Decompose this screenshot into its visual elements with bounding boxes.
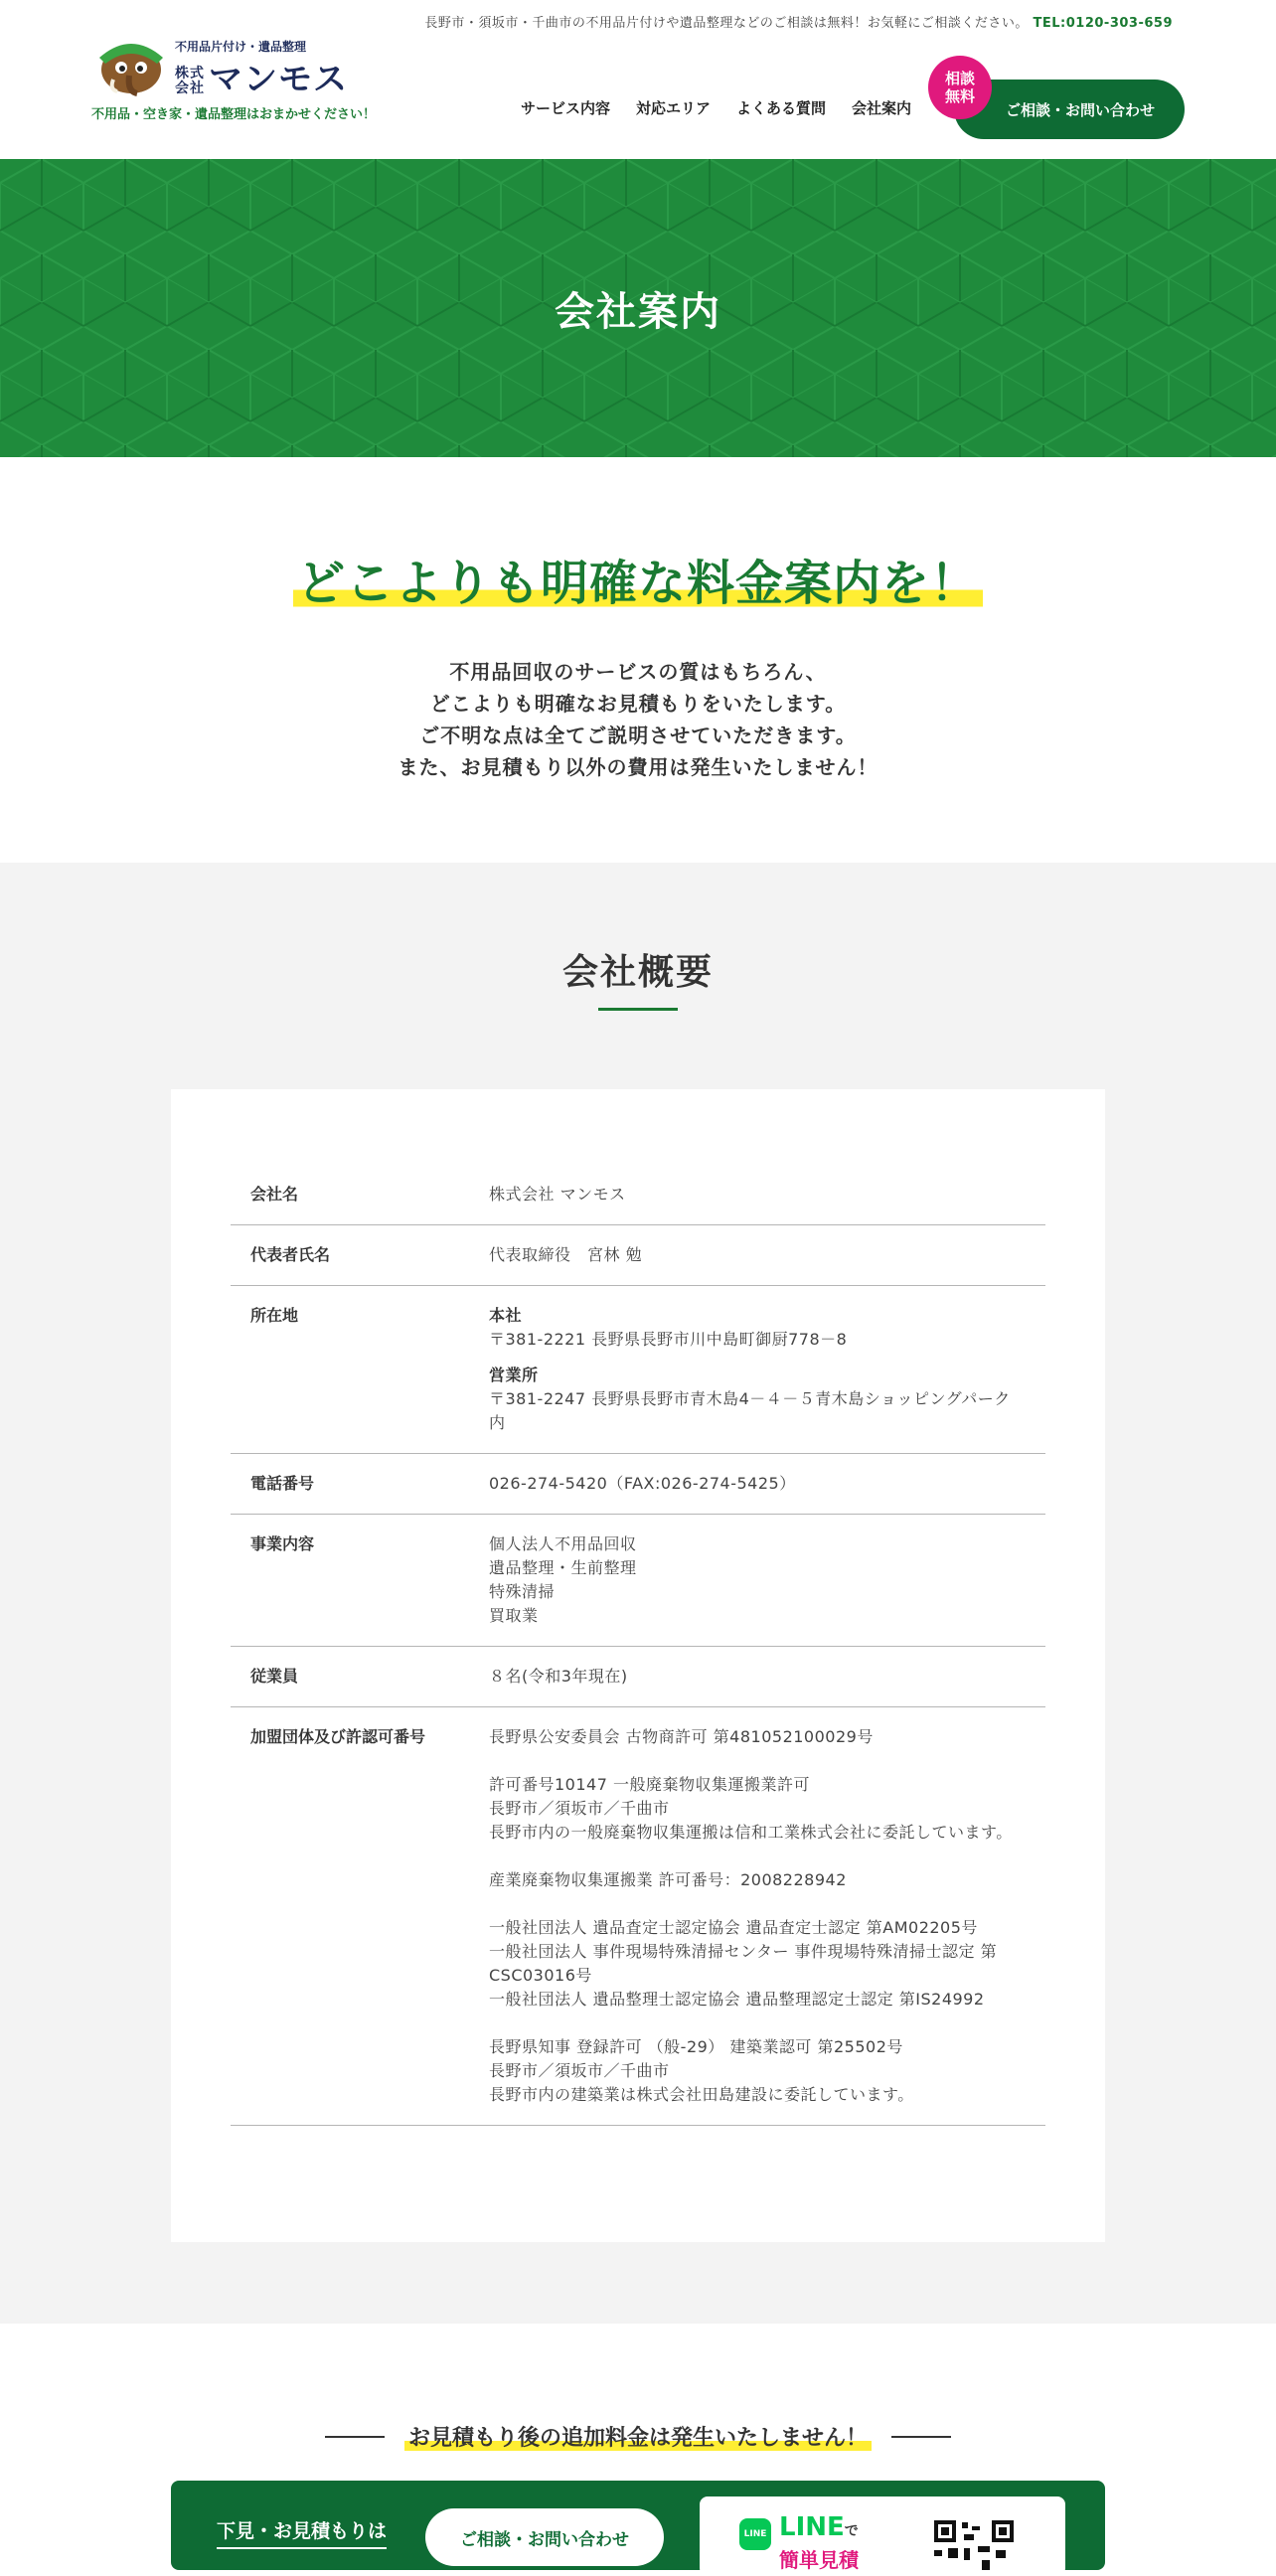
- line-title: [779, 2512, 859, 2542]
- license-line: 長野県知事 登録許可 （般-29） 建築業認可 第25502号: [489, 2037, 903, 2056]
- main-nav: [521, 97, 911, 118]
- hq-label: 本社: [489, 1306, 523, 1325]
- intro-line: また、お見積もり以外の費用は発生いたしません！: [398, 755, 878, 779]
- business-item: 個人法人不用品回収: [489, 1534, 637, 1553]
- logo-subtitle: 不用品片付け・遺品整理: [175, 40, 307, 54]
- hq-address: 〒381-2221 長野県長野市川中島町御厨778－8: [489, 1330, 848, 1349]
- table-row: [231, 1225, 1045, 1286]
- free-consult-badge: [928, 56, 992, 119]
- bottom-heading-text: お見積もり後の追加料金は発生いたしません！: [404, 2426, 872, 2451]
- row-label: 事業内容: [250, 1534, 315, 1553]
- table-row: [231, 1647, 1045, 1707]
- nav-item-company[interactable]: 会社案内: [852, 99, 912, 117]
- nav-item-area[interactable]: 対応エリア: [636, 99, 712, 117]
- intro-heading: [0, 545, 1276, 613]
- logo-kabu: 株式会社: [175, 65, 205, 96]
- row-label: 所在地: [250, 1306, 299, 1325]
- company-table: [231, 1165, 1045, 2126]
- intro-heading-text: どこよりも明確な料金案内を！: [293, 556, 983, 611]
- contact-button-label: ご相談・お問い合わせ: [1005, 100, 1155, 119]
- business-item: 買取業: [489, 1606, 539, 1625]
- row-value: [489, 1304, 1026, 1435]
- license-line: 一般社団法人 事件現場特殊清掃センター 事件現場特殊清掃士認定 第CSC03016号: [489, 1942, 998, 1985]
- nav-item-services[interactable]: サービス内容: [521, 99, 611, 117]
- license-line: 長野県公安委員会 古物商許可 第481052100029号: [489, 1727, 874, 1746]
- intro-line: ご不明な点は全てご説明させていただきます。: [419, 724, 857, 747]
- intro-text: [0, 656, 1276, 783]
- page-title: 会社案内: [555, 288, 721, 335]
- row-value: 026-274-5420（FAX:026-274-5425）: [489, 1474, 796, 1493]
- row-value: [489, 1725, 1026, 2107]
- site-logo[interactable]: [91, 28, 370, 97]
- license-line: 許可番号10147 一般廃棄物収集運搬業許可: [489, 1775, 810, 1794]
- line-estimate-panel[interactable]: [700, 2496, 1065, 2576]
- line-subtitle: 簡単見積: [779, 2548, 859, 2572]
- topbar: [424, 12, 1173, 31]
- row-value: 株式会社 マンモス: [489, 1185, 626, 1204]
- intro-line: どこよりも明確なお見積もりをいたします。: [429, 692, 847, 716]
- business-item: 特殊清掃: [489, 1582, 556, 1601]
- qr-code-icon: [934, 2520, 1014, 2576]
- license-line: 一般社団法人 遺品整理士認定協会 遺品整理認定士認定 第IS24992: [489, 1990, 985, 2009]
- office-address: 〒381-2247 長野県長野市青木島4－４－５青木島ショッピングパーク内: [489, 1389, 1011, 1432]
- topbar-text: 長野市・須坂市・千曲市の不用品片付けや遺品整理などのご相談は無料！お気軽にご相談ください。: [424, 16, 1029, 31]
- license-line: 一般社団法人 遺品査定士認定協会 遺品査定士認定 第AM02205号: [489, 1918, 978, 1937]
- heading-rule: [891, 2436, 951, 2438]
- table-row: [231, 1454, 1045, 1515]
- banner-label: 下見・お見積もりは: [217, 2516, 387, 2549]
- intro-line: 不用品回収のサービスの質はもちろん、: [449, 660, 827, 684]
- contact-banner: [171, 2481, 1105, 2570]
- free-badge-text: 相談無料: [944, 70, 975, 105]
- license-line: 長野市／須坂市／千曲市: [489, 2061, 670, 2080]
- row-value: 代表取締役 宮林 勉: [489, 1245, 643, 1264]
- page-hero: [0, 159, 1276, 457]
- row-label: 代表者氏名: [250, 1245, 331, 1264]
- title-underline: [598, 1008, 678, 1011]
- table-row: [231, 1286, 1045, 1454]
- license-line: 産業廃棄物収集運搬業 許可番号：2008228942: [489, 1870, 847, 1889]
- row-label: 電話番号: [250, 1474, 315, 1493]
- line-app-icon: LINE: [739, 2518, 771, 2550]
- mammoth-mascot-icon: [91, 28, 171, 97]
- logo-wordmark: [175, 52, 348, 100]
- overview-title: 会社概要: [561, 952, 714, 993]
- office-label: 営業所: [489, 1366, 539, 1384]
- line-de: で: [844, 2523, 859, 2539]
- banner-contact-button[interactable]: ご相談・お問い合わせ: [425, 2508, 664, 2566]
- site-header: [0, 0, 1276, 159]
- table-row: [231, 1707, 1045, 2126]
- business-item: 遺品整理・生前整理: [489, 1558, 637, 1577]
- row-label: 従業員: [250, 1667, 299, 1686]
- license-line: 長野市内の建築業は株式会社田島建設に委託しています。: [489, 2085, 914, 2104]
- overview-card: [171, 1089, 1105, 2242]
- logo-main-text: マンモス: [209, 60, 348, 99]
- table-row: [231, 1515, 1045, 1647]
- license-line: 長野市／須坂市／千曲市: [489, 1799, 670, 1818]
- table-row: [231, 1165, 1045, 1225]
- tagline: 不用品・空き家・遺品整理はおまかせください！: [91, 107, 377, 122]
- tel-link[interactable]: TEL:0120-303-659: [1033, 16, 1173, 31]
- row-value: ８名(令和3年現在): [489, 1667, 628, 1686]
- license-line: 長野市内の一般廃棄物収集運搬は信和工業株式会社に委託しています。: [489, 1823, 1013, 1842]
- row-label: 会社名: [250, 1185, 299, 1204]
- row-value: [489, 1532, 1026, 1628]
- heading-rule: [325, 2436, 385, 2438]
- bottom-heading: [0, 2421, 1276, 2452]
- row-label: 加盟団体及び許認可番号: [250, 1727, 426, 1746]
- line-word: LINE: [779, 2512, 845, 2542]
- nav-item-faq[interactable]: よくある質問: [736, 99, 827, 117]
